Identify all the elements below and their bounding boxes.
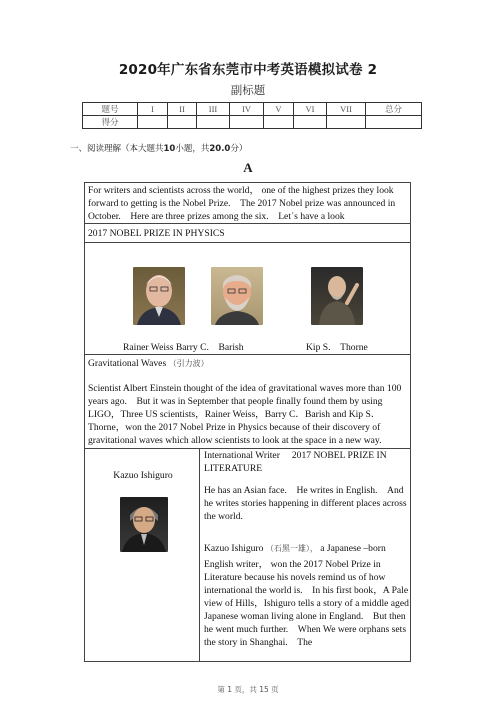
score-cell-empty [197,116,230,129]
physics-heading-cell [84,223,411,243]
score-cell-empty [168,116,197,129]
lit-name-cn: （石黑一雄）， [265,544,318,553]
section-label: 一、阅读理解（本大题共 [70,144,164,154]
score-cell-col5: V [264,103,294,116]
caption-thorne: Kip S. Thorne [306,342,368,353]
lit-heading: International Writer 2017 NOBEL PRIZE IN LITERATURE [204,450,387,474]
score-cell-col4: IV [230,103,264,116]
portrait-kip-thorne [311,267,363,325]
gw-title-cn: （引力波） [168,359,209,368]
lit-paragraph-1: He has an Asian face. He writes in English. And he writes stories happening in different places across the world. [204,485,407,522]
gw-title: Gravitational Waves [88,358,167,369]
portrait-rainer-weiss [133,267,185,325]
lit-name: Kazuo Ishiguro [204,543,264,554]
ishiguro-name: Kazuo Ishiguro [113,470,173,481]
gravitational-waves-cell [84,354,411,449]
score-cell-col1: I [138,103,168,116]
score-cell-empty [366,116,422,129]
intro-text: For writers and scientists across the world， one of the highest prizes they look forward to getting is the Nobel Prize. The 2017 Nobel prize was announced in October. Here are three prizes among the six. Let΄s have a look [88,185,396,222]
gw-title-line [88,357,209,370]
score-table [82,102,422,129]
score-cell-empty [138,116,168,129]
passage-letter: A [243,160,253,175]
physics-photos-cell [84,242,411,355]
intro-cell [84,182,411,224]
literature-cell [199,448,411,662]
score-cell-empty [230,116,264,129]
portrait-barry-barish [211,267,263,325]
score-cell-empty [327,116,366,129]
page-footer: 第 1 页，共 15 页 [217,685,279,694]
score-cell-score-label: 得分 [83,116,138,129]
score-cell-total: 总分 [366,103,422,116]
score-cell-col2: II [168,103,197,116]
score-cell-label: 题号 [83,103,138,116]
lit-paragraph-2 [204,542,409,555]
lit-paragraph-3: English writer， won the 2017 Nobel Prize in Literature because his novels remind us of how international the world is. In his first book，A Pale view of Hills，Ishiguro tells a story of a middle aged Japanese woman living alone in England. But then he went much further. When We were orphans sets the story in Shanghai. The [204,559,409,648]
score-cell-col3: III [197,103,230,116]
score-table-header-row [83,103,422,116]
ishiguro-photo-cell [84,448,200,662]
section-heading [70,142,247,154]
page-title: 2020年广东省东莞市中考英语模拟试卷 2 [118,62,378,78]
section-points: 20.0 [209,144,231,154]
page-subtitle: 副标题 [230,83,266,97]
score-cell-col7: VII [327,103,366,116]
score-table-score-row [83,116,422,129]
section-count: 10 [163,144,176,154]
physics-heading: 2017 NOBEL PRIZE IN PHYSICS [88,228,225,239]
score-cell-empty [264,116,294,129]
gw-body: Scientist Albert Einstein thought of the idea of gravitational waves more than 100 years ago. But it was in September that people finally found them by using LIGO，Three US scientists，Rainer Weiss，Barry C．Barish and Kip S．Thorne，won the 2017 Nobel Prize in Physics because of their discovery of gravitational waves which allow scientists to look at the space in a new way. [88,383,402,446]
lit-origin: a Japanese –born [317,543,386,554]
score-cell-col6: VI [294,103,327,116]
section-end: 分） [230,144,248,154]
portrait-kazuo-ishiguro [120,497,168,552]
caption-weiss-barish: Rainer Weiss Barry C. Barish [123,342,244,353]
score-cell-empty [294,116,327,129]
section-mid: 小题，共 [175,144,210,154]
